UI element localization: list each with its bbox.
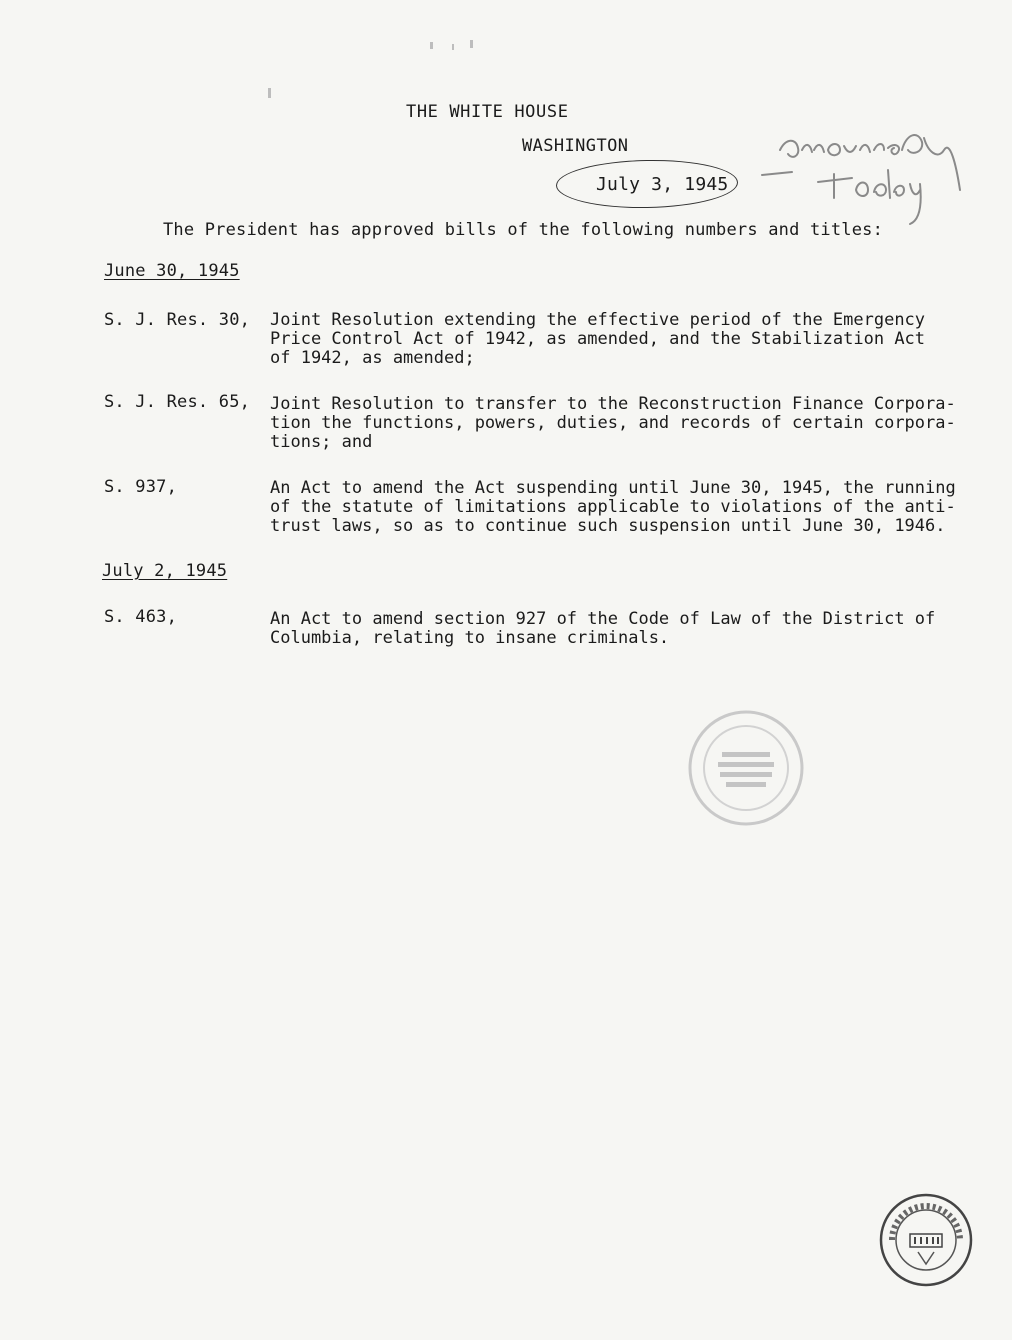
- bill-text-line: of 1942, as amended;: [270, 348, 475, 368]
- truman-library-logo-stamp: [878, 1192, 974, 1288]
- bill-text-line: tions; and: [270, 432, 373, 452]
- bill-number: S. J. Res. 30,: [104, 310, 251, 330]
- bill-number: S. 937,: [104, 477, 178, 497]
- bill-text-line: Joint Resolution to transfer to the Reconstruction Finance Corpora-: [270, 394, 956, 414]
- paper-speck: [268, 88, 271, 98]
- letterhead-city: WASHINGTON: [522, 136, 629, 156]
- section-date-july-2: July 2, 1945: [102, 561, 228, 581]
- bill-text-line: An Act to amend the Act suspending until June 30, 1945, the running: [270, 478, 956, 498]
- bill-description: [270, 395, 970, 452]
- document-date: July 3, 1945: [596, 174, 729, 195]
- bill-number: S. 463,: [104, 607, 178, 627]
- intro-sentence: The President has approved bills of the following numbers and titles:: [163, 220, 884, 240]
- bill-text-line: tion the functions, powers, duties, and records of certain corpora-: [270, 413, 956, 433]
- bill-description: [270, 610, 970, 648]
- archives-seal-stamp: [686, 708, 806, 828]
- bill-text-line: of the statute of limitations applicable to violations of the anti-: [270, 497, 956, 517]
- bill-text-line: Joint Resolution extending the effective period of the Emergency: [270, 310, 926, 330]
- bill-text-line: Price Control Act of 1942, as amended, and the Stabilization Act: [270, 329, 926, 349]
- paper-speck: [470, 40, 473, 48]
- bill-text-line: Columbia, relating to insane criminals.: [270, 628, 670, 648]
- paper-speck: [430, 42, 433, 49]
- bill-number: S. J. Res. 65,: [104, 392, 251, 412]
- bill-text-line: trust laws, so as to continue such suspension until June 30, 1946.: [270, 516, 946, 536]
- letterhead-title: THE WHITE HOUSE: [406, 102, 569, 122]
- paper-speck: [452, 44, 454, 50]
- bill-description: [270, 479, 970, 536]
- handwritten-annotation: [752, 120, 982, 230]
- bill-text-line: An Act to amend section 927 of the Code of Law of the District of: [270, 609, 936, 629]
- bill-description: [270, 311, 970, 368]
- section-date-june-30: June 30, 1945: [104, 261, 240, 281]
